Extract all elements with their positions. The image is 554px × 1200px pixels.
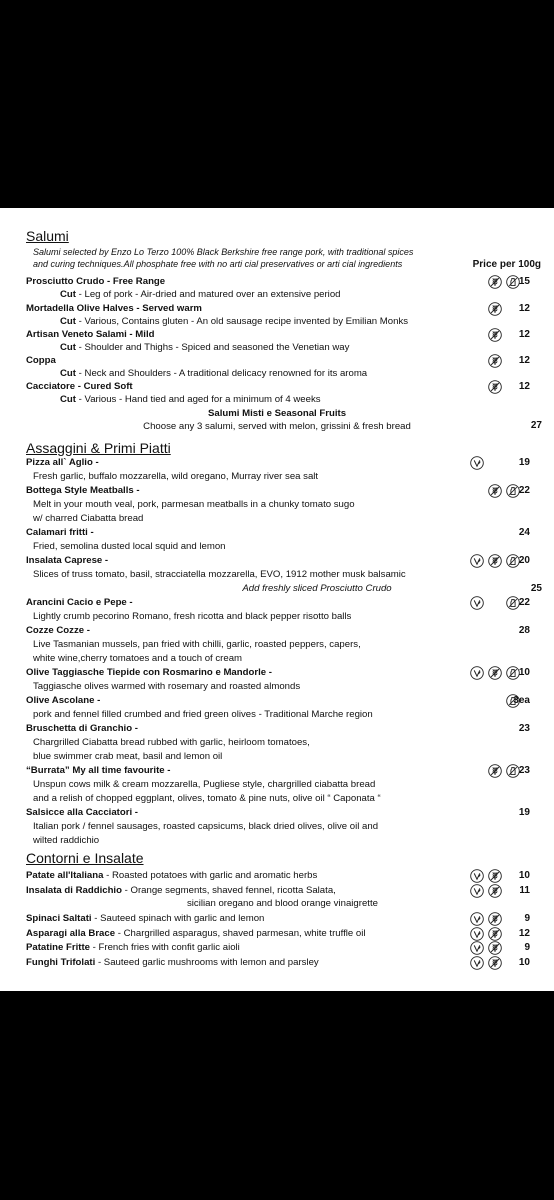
salumi-misti-price: 27 <box>530 420 542 431</box>
vegetarian-icon <box>470 912 484 926</box>
contorni-item-description: - Roasted potatoes with garlic and aromatic herbs <box>103 870 318 881</box>
assaggini-item-description: wilted raddichio <box>33 835 100 846</box>
salumi-item-price: 12 <box>518 303 530 314</box>
salumi-item-price: 15 <box>518 276 530 287</box>
gluten-free-icon <box>488 927 502 941</box>
assaggini-item-description: Chargrilled Ciabatta bread rubbed with garlic, heirloom tomatoes, <box>33 737 310 748</box>
assaggini-item <box>26 722 542 736</box>
assaggini-item-description: Fresh garlic, buffalo mozzarella, wild oregano, Murray river sea salt <box>33 471 319 482</box>
vegetarian-icon <box>470 869 484 883</box>
salumi-item-name: Coppa <box>26 355 56 366</box>
gluten-free-icon <box>488 484 502 498</box>
gluten-free-icon <box>488 554 502 568</box>
contorni-item-description: - Sauteed spinach with garlic and lemon <box>91 913 265 924</box>
contorni-item <box>26 884 542 898</box>
gluten-free-icon <box>488 869 502 883</box>
gluten-free-icon <box>488 764 502 778</box>
assaggini-item-name: Calamari fritti - <box>26 527 94 538</box>
gluten-free-icon <box>488 275 502 289</box>
section-title-assaggini: Assaggini & Primi Piatti <box>26 440 171 456</box>
assaggini-item-name: Arancini Cacio e Pepe - <box>26 597 133 608</box>
assaggini-item-description: Melt in your mouth veal, pork, parmesan meatballs in a chunky tomato sugo <box>33 499 355 510</box>
contorni-item-price: 10 <box>518 870 530 881</box>
assaggini-item-description: white wine,cherry tomatoes and a touch of cream <box>33 653 243 664</box>
contorni-item-price: 11 <box>519 885 530 896</box>
assaggini-item-name: Olive Taggiasche Tiepide con Rosmarino e Mandorle - <box>26 667 272 678</box>
dairy-free-icon <box>506 275 520 289</box>
vegetarian-icon <box>470 554 484 568</box>
assaggini-item <box>26 666 542 680</box>
assaggini-item-name: Insalata Caprese - <box>26 555 109 566</box>
assaggini-item-price: 28 <box>518 625 530 636</box>
assaggini-item-description: Italian pork / fennel sausages, roasted capsicums, black dried olives, olive oil and <box>33 821 379 832</box>
dairy-free-icon <box>506 764 520 778</box>
gluten-free-icon <box>488 956 502 970</box>
gluten-free-icon <box>488 328 502 342</box>
assaggini-item-description: Taggiasche olives warmed with rosemary and roasted almonds <box>33 681 301 692</box>
salumi-misti-title: Salumi Misti e Seasonal Fruits <box>207 408 347 419</box>
cut-description: - Various, Contains gluten - An old sausage recipe invented by Emilian Monks <box>75 316 409 327</box>
dairy-free-icon <box>506 596 520 610</box>
gluten-free-icon <box>488 941 502 955</box>
assaggini-item <box>26 456 542 470</box>
assaggini-item-price: 22 <box>518 597 530 608</box>
gluten-free-icon <box>488 380 502 394</box>
contorni-item-description: - Sauteed garlic mushrooms with lemon and parsley <box>95 957 319 968</box>
cut-description: - Shoulder and Thighs - Spiced and seasoned the Venetian way <box>75 342 350 353</box>
contorni-item-description: - Chargrilled asparagus, shaved parmesan, white truffle oil <box>115 928 366 939</box>
salumi-item <box>26 302 542 316</box>
assaggini-item-price: 10 <box>518 667 530 678</box>
salumi-item-cut <box>60 288 341 302</box>
price-per-100g-header: Price per 100g <box>472 259 541 270</box>
dairy-free-icon <box>506 554 520 568</box>
gluten-free-icon <box>488 666 502 680</box>
contorni-item <box>26 956 542 970</box>
section-title-salumi: Salumi <box>26 228 69 244</box>
assaggini-item <box>26 596 542 610</box>
assaggini-item-price: 19 <box>518 457 530 468</box>
contorni-item-name: Insalata di Raddichio <box>26 885 122 896</box>
salumi-item-cut <box>60 393 321 407</box>
assaggini-item-description: w/ charred Ciabatta bread <box>33 513 144 524</box>
salumi-item-price: 12 <box>518 355 530 366</box>
assaggini-item-description: and a relish of chopped eggplant, olives, tomato & pine nuts, olive oil “ Caponata “ <box>33 793 381 804</box>
assaggini-item <box>26 624 542 638</box>
assaggini-item-price: 23 <box>518 765 530 776</box>
salumi-item <box>26 354 542 368</box>
cut-label: Cut <box>60 368 76 379</box>
salumi-misti-desc: Choose any 3 salumi, served with melon, grissini & fresh bread <box>143 421 411 432</box>
salumi-item-name: Cacciatore - Cured Soft <box>26 381 133 392</box>
addon-price: 25 <box>530 583 542 594</box>
salumi-item <box>26 380 542 394</box>
gluten-free-icon <box>488 912 502 926</box>
gluten-free-icon <box>488 884 502 898</box>
assaggini-item-price: 24 <box>518 527 530 538</box>
contorni-item-name: Funghi Trifolati <box>26 957 96 968</box>
contorni-item-name: Patatine Fritte <box>26 942 90 953</box>
cut-description: - Leg of pork - Air-dried and matured over an extensive period <box>75 289 341 300</box>
assaggini-item <box>26 554 542 568</box>
salumi-item <box>26 275 542 289</box>
assaggini-item <box>26 484 542 498</box>
dairy-free-icon <box>506 484 520 498</box>
salumi-item-cut <box>60 315 408 329</box>
cut-description: - Neck and Shoulders - A traditional delicacy renowned for its aroma <box>75 368 368 379</box>
contorni-item <box>26 927 542 941</box>
assaggini-item-price: 20 <box>518 555 530 566</box>
contorni-item <box>26 941 542 955</box>
contorni-item-name: Patate all'Italiana <box>26 870 104 881</box>
vegetarian-icon <box>470 956 484 970</box>
cut-label: Cut <box>60 289 76 300</box>
dairy-free-icon <box>506 666 520 680</box>
contorni-item-price: 10 <box>518 957 530 968</box>
assaggini-item-price: 22 <box>518 485 530 496</box>
contorni-item-description-2: sicilian oregano and blood orange vinaigrette <box>187 898 378 909</box>
vegetarian-icon <box>470 884 484 898</box>
salumi-item-name: Prosciutto Crudo - Free Range <box>26 276 166 287</box>
salumi-intro-line-1: Salumi selected by Enzo Lo Terzo 100% Black Berkshire free range pork, with traditional spices <box>33 247 414 257</box>
assaggini-item-description: Lightly crumb pecorino Romano, fresh ricotta and black pepper risotto balls <box>33 611 352 622</box>
contorni-item-description: - Orange segments, shaved fennel, ricotta Salata, <box>121 885 336 896</box>
assaggini-item-description: Live Tasmanian mussels, pan fried with chilli, garlic, roasted peppers, capers, <box>33 639 361 650</box>
assaggini-item <box>26 526 542 540</box>
cut-description: - Various - Hand tied and aged for a minimum of 4 weeks <box>75 394 321 405</box>
assaggini-item-price: 3ea <box>513 695 530 706</box>
assaggini-item <box>26 764 542 778</box>
assaggini-item-name: Bruschetta di Granchio - <box>26 723 138 734</box>
assaggini-item-name: Cozze Cozze - <box>26 625 90 636</box>
assaggini-item <box>26 694 542 708</box>
assaggini-item-name: Salsicce alla Cacciatori - <box>26 807 138 818</box>
assaggini-item-price: 23 <box>518 723 530 734</box>
vegetarian-icon <box>470 456 484 470</box>
vegetarian-icon <box>470 596 484 610</box>
assaggini-item-name: Bottega Style Meatballs - <box>26 485 140 496</box>
section-title-contorni: Contorni e Insalate <box>26 850 144 866</box>
salumi-item-price: 12 <box>518 381 530 392</box>
assaggini-item-description: Unspun cows milk & cream mozzarella, Pugliese style, chargrilled ciabatta bread <box>33 779 376 790</box>
salumi-item-name: Mortadella Olive Halves - Served warm <box>26 303 202 314</box>
contorni-item-price: 9 <box>524 942 530 953</box>
contorni-item-price: 9 <box>524 913 530 924</box>
assaggini-item-name: Olive Ascolane - <box>26 695 101 706</box>
contorni-item <box>26 912 542 926</box>
cut-label: Cut <box>60 316 76 327</box>
assaggini-item-name: Pizza all` Aglio - <box>26 457 99 468</box>
assaggini-item-description: pork and fennel filled crumbed and fried green olives - Traditional Marche region <box>33 709 373 720</box>
dairy-free-icon <box>506 694 520 708</box>
salumi-item-price: 12 <box>518 329 530 340</box>
assaggini-item <box>26 806 542 820</box>
assaggini-item-description: Fried, semolina dusted local squid and lemon <box>33 541 226 552</box>
contorni-item-description: - French fries with confit garlic aioli <box>89 942 240 953</box>
cut-label: Cut <box>60 394 76 405</box>
cut-label: Cut <box>60 342 76 353</box>
addon-text: Add freshly sliced Prosciutto Crudo <box>242 583 392 594</box>
gluten-free-icon <box>488 302 502 316</box>
salumi-item-name: Artisan Veneto Salami - Mild <box>26 329 155 340</box>
gluten-free-icon <box>488 354 502 368</box>
vegetarian-icon <box>470 666 484 680</box>
salumi-intro-line-2: and curing techniques.All phosphate free with no arti cial preservatives or arti cial ingredients <box>33 259 403 269</box>
vegetarian-icon <box>470 927 484 941</box>
assaggini-item-price: 19 <box>518 807 530 818</box>
assaggini-item-description: Slices of truss tomato, basil, stracciatella mozzarella, EVO, 1912 mother musk balsamic <box>33 569 406 580</box>
contorni-item-price: 12 <box>518 928 530 939</box>
contorni-item-name: Asparagi alla Brace <box>26 928 116 939</box>
vegetarian-icon <box>470 941 484 955</box>
salumi-item-cut <box>60 341 349 355</box>
salumi-item-cut <box>60 367 367 381</box>
menu-page <box>0 208 554 991</box>
contorni-item-name: Spinaci Saltati <box>26 913 92 924</box>
assaggini-item-name: “Burrata” My all time favourite - <box>26 765 171 776</box>
contorni-item <box>26 869 542 883</box>
salumi-item <box>26 328 542 342</box>
assaggini-item-description: blue swimmer crab meat, basil and lemon oil <box>33 751 223 762</box>
